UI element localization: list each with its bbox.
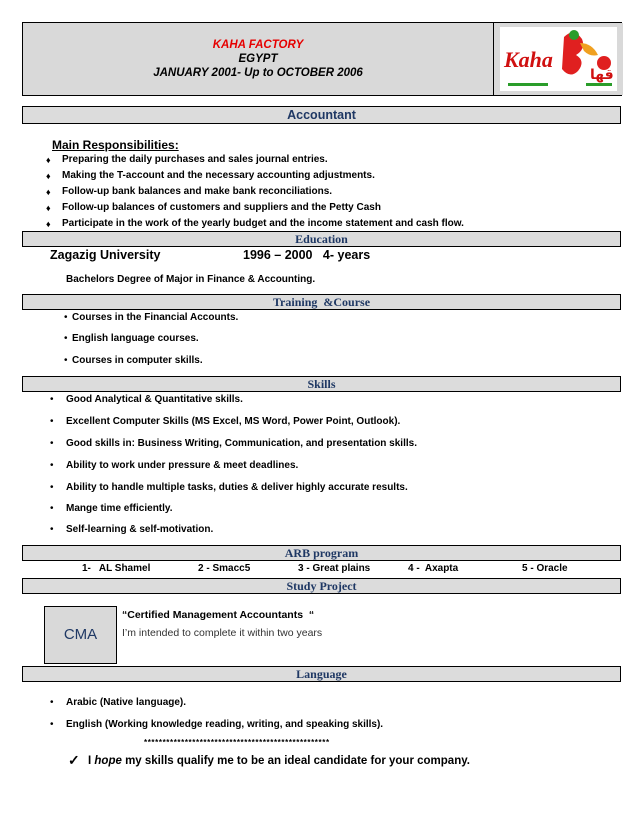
- section-title: Education: [295, 232, 348, 246]
- erp-item: 2 - Smacc5: [198, 563, 251, 574]
- closing-pre: I: [88, 755, 95, 767]
- list-item: Participate in the work of the yearly budget and the income statement and cash flow.: [62, 218, 464, 229]
- closing-hope: hope: [94, 755, 122, 767]
- degree: Bachelors Degree of Major in Finance & Accounting.: [66, 274, 316, 285]
- diamond-bullet-icon: ♦: [46, 219, 51, 229]
- study-note: I’m intended to complete it within two years: [122, 627, 323, 639]
- list-item: Mange time efficiently.: [66, 503, 173, 514]
- star-divider: **************************************************: [144, 738, 330, 747]
- list-item: Arabic (Native language).: [66, 697, 187, 708]
- skills-bar: [22, 376, 621, 392]
- erp-item: 1- AL Shamel: [82, 563, 151, 574]
- bullet-icon: •: [64, 355, 68, 366]
- education-years: 1996 – 2000 4- years: [243, 248, 371, 262]
- list-item: English language courses.: [72, 333, 199, 344]
- header-box: [22, 22, 622, 96]
- kaha-logo-icon: [494, 23, 623, 95]
- checkmark-icon: ✓: [68, 752, 80, 768]
- list-item: Making the T-account and the necessary accounting adjustments.: [62, 170, 375, 181]
- cma-badge: [44, 606, 117, 664]
- bullet-icon: •: [64, 312, 68, 323]
- section-title: Training &Course: [272, 295, 371, 309]
- erp-item: 5 - Oracle: [522, 563, 568, 574]
- svg-text:Kaha: Kaha: [504, 47, 553, 72]
- job-title: Accountant: [287, 108, 356, 122]
- section-title: Skills: [307, 377, 336, 391]
- section-title: ARB program: [284, 546, 359, 560]
- section-title: Study Project: [286, 579, 357, 593]
- list-item: Courses in the Financial Accounts.: [72, 312, 239, 323]
- company-name: KAHA FACTORY: [212, 39, 304, 51]
- education-bar: [22, 231, 621, 247]
- list-item: Preparing the daily purchases and sales journal entries.: [62, 154, 328, 165]
- job-title-bar: [22, 106, 621, 124]
- training-bar: [22, 294, 621, 310]
- cma-badge-label: CMA: [63, 626, 98, 643]
- diamond-bullet-icon: ♦: [46, 155, 51, 165]
- list-item: Follow-up balances of customers and suppliers and the Petty Cash: [62, 202, 381, 213]
- closing-statement: [88, 755, 470, 767]
- section-title: Language: [296, 667, 347, 681]
- bullet-icon: •: [50, 719, 54, 730]
- list-item: Ability to handle multiple tasks, duties & deliver highly accurate results.: [66, 482, 408, 493]
- bullet-icon: •: [50, 524, 54, 535]
- study-bar: [22, 578, 621, 594]
- bullet-icon: •: [50, 697, 54, 708]
- list-item: Excellent Computer Skills (MS Excel, MS Word, Power Point, Outlook).: [66, 416, 401, 427]
- study-course: “Certified Management Accountants “: [122, 609, 315, 621]
- company-country: EGYPT: [238, 53, 278, 65]
- list-item: Self-learning & self-motivation.: [66, 524, 214, 535]
- list-item: Courses in computer skills.: [72, 355, 203, 366]
- university-name: Zagazig University: [50, 248, 161, 262]
- language-bar: [22, 666, 621, 682]
- list-item: Good Analytical & Quantitative skills.: [66, 394, 243, 405]
- erp-bar: [22, 545, 621, 561]
- erp-item: 4 - Axapta: [408, 563, 459, 574]
- bullet-icon: •: [64, 333, 68, 344]
- list-item: Good skills in: Business Writing, Communication, and presentation skills.: [66, 438, 417, 449]
- diamond-bullet-icon: ♦: [46, 171, 51, 181]
- bullet-icon: •: [50, 460, 54, 471]
- list-item: English (Working knowledge reading, writing, and speaking skills).: [66, 719, 384, 730]
- bullet-icon: •: [50, 482, 54, 493]
- list-item: Ability to work under pressure & meet deadlines.: [66, 460, 299, 471]
- closing-post: my skills qualify me to be an ideal candidate for your company.: [121, 755, 470, 767]
- list-item: Follow-up bank balances and make bank reconciliations.: [62, 186, 333, 197]
- bullet-icon: •: [50, 394, 54, 405]
- bullet-icon: •: [50, 416, 54, 427]
- diamond-bullet-icon: ♦: [46, 203, 51, 213]
- diamond-bullet-icon: ♦: [46, 187, 51, 197]
- svg-text:قها: قها: [590, 67, 614, 83]
- erp-item: 3 - Great plains: [298, 563, 371, 574]
- responsibilities-heading: Main Responsibilities:: [52, 138, 179, 152]
- bullet-icon: •: [50, 503, 54, 514]
- bullet-icon: •: [50, 438, 54, 449]
- employment-period: JANUARY 2001- Up to OCTOBER 2006: [153, 67, 363, 79]
- company-logo: [493, 23, 623, 95]
